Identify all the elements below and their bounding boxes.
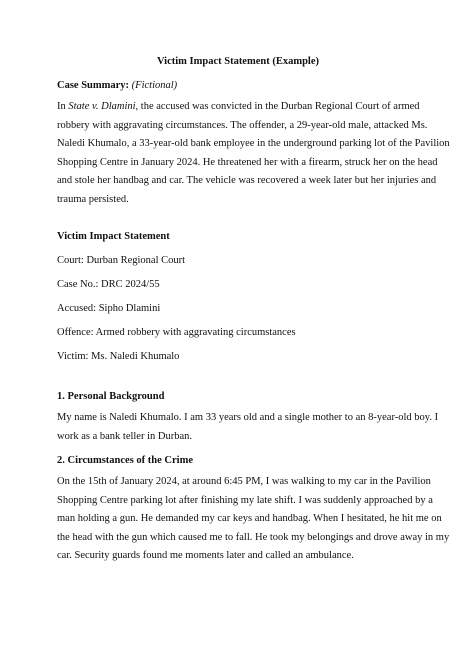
field-accused: Accused: Sipho Dlamini bbox=[57, 303, 161, 314]
field-victim: Victim: Ms. Naledi Khumalo bbox=[57, 351, 180, 362]
summary-line: robbery with aggravating circumstances. The offender, a 29-year-old male, attacked Ms. bbox=[57, 119, 428, 131]
section2-line: car. Security guards found me moments later and called an ambulance. bbox=[57, 550, 354, 561]
section2-line: man holding a gun. He demanded my car keys and handbag. When I hesitated, he hit me on bbox=[57, 513, 442, 524]
statement-heading: Victim Impact Statement bbox=[57, 231, 170, 242]
summary-line: In State v. Dlamini, the accused was convicted in the Durban Regional Court of armed bbox=[57, 101, 420, 112]
section2-line: the head with the gun which caused me to fall. He took my belongings and drove away in my bbox=[57, 531, 450, 543]
field-case-no: Case No.: DRC 2024/55 bbox=[57, 279, 160, 290]
document-title: Victim Impact Statement (Example) bbox=[156, 56, 320, 67]
section1-paragraph bbox=[57, 409, 439, 446]
section1-heading: 1. Personal Background bbox=[57, 391, 165, 402]
section2-paragraph bbox=[57, 473, 450, 566]
case-summary-note: (Fictional) bbox=[131, 80, 178, 91]
field-court: Court: Durban Regional Court bbox=[57, 255, 186, 266]
summary-line: trauma persisted. bbox=[57, 193, 129, 205]
section2-heading: 2. Circumstances of the Crime bbox=[57, 455, 193, 466]
section2-line: On the 15th of January 2024, at around 6:45 PM, I was walking to my car in the Pavilion bbox=[57, 476, 431, 487]
summary-line: Shopping Centre in January 2024. He threatened her with a firearm, struck her on the head bbox=[57, 156, 438, 168]
summary-line: and stole her handbag and car. The vehicle was recovered a week later but her injuries and bbox=[57, 175, 437, 186]
section1-line: work as a bank teller in Durban. bbox=[57, 430, 192, 442]
field-offence: Offence: Armed robbery with aggravating circumstances bbox=[57, 327, 296, 338]
case-summary-label-row bbox=[57, 80, 177, 91]
case-summary-paragraph bbox=[57, 98, 450, 209]
section1-line: My name is Naledi Khumalo. I am 33 years old and a single mother to an 8-year-old boy. I bbox=[57, 412, 439, 423]
case-summary-label: Case Summary: bbox=[57, 80, 130, 91]
section2-line: Shopping Centre parking lot after finishing my late shift. I was suddenly approached by a bbox=[57, 494, 433, 506]
summary-line: Naledi Khumalo, a 33-year-old bank employee in the underground parking lot of the Pavilion bbox=[57, 138, 450, 149]
